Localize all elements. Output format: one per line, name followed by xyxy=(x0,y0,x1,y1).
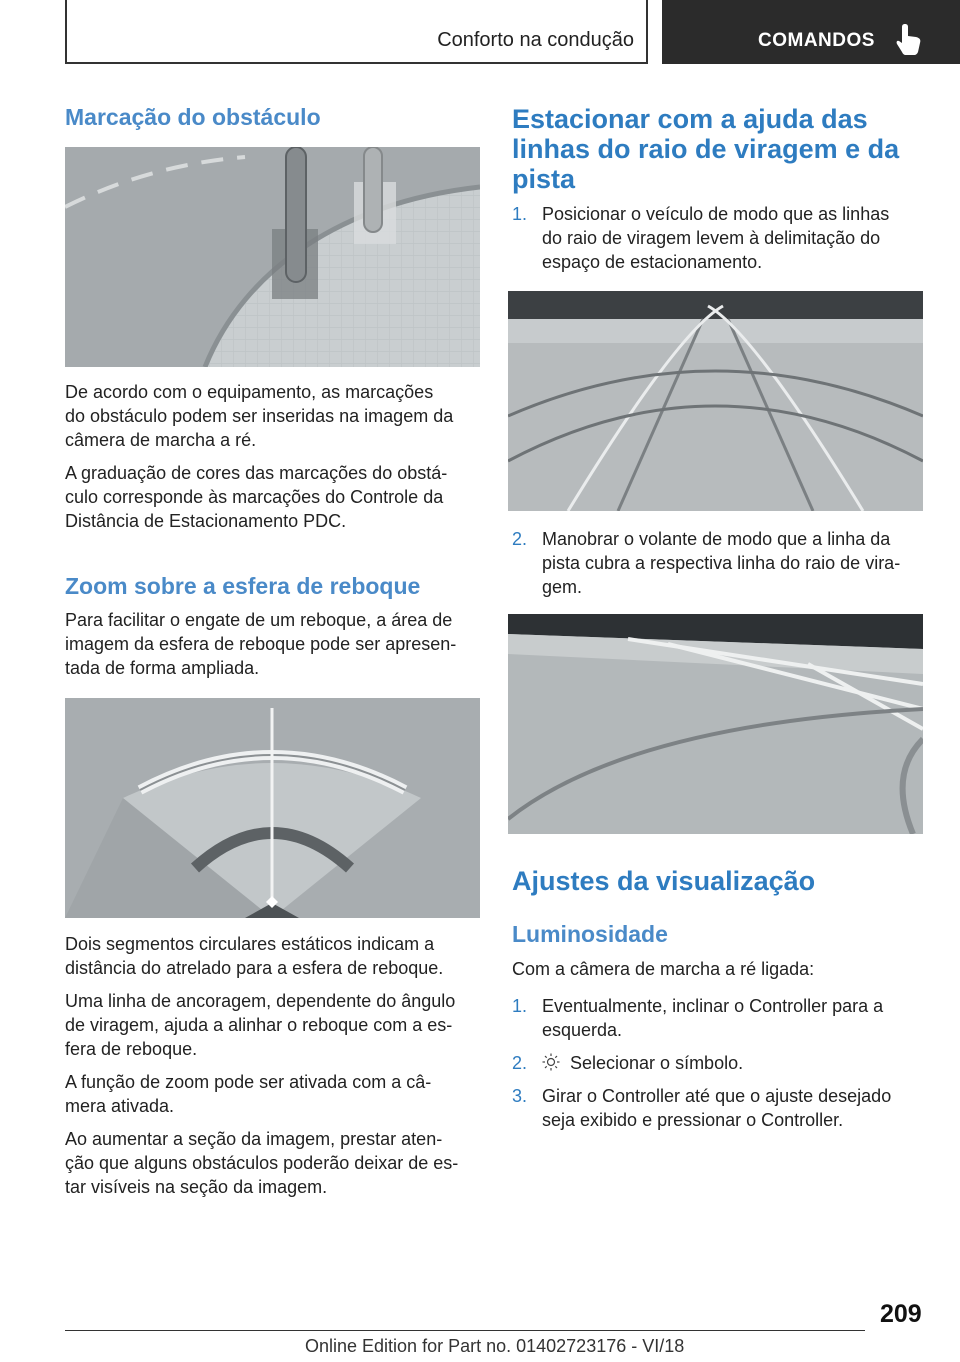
display-settings-heading: Ajustes da visualização xyxy=(512,866,816,896)
zoom-paragraph-4: A função de zoom pode ser ativada com a câ- mera ativada. xyxy=(65,1072,432,1116)
zoom-paragraph-1: Para facilitar o engate de um reboque, a área de imagem da esfera de reboque pode ser apresen- tada de forma ampliada. xyxy=(65,610,457,678)
obstacle-marking-figure xyxy=(65,147,480,367)
obstacle-paragraph-1: De acordo com o equipamento, as marcações do obstáculo podem ser inseridas na imagem da câmera de marcha a ré. xyxy=(65,382,454,450)
zoom-heading: Zoom sobre a esfera de reboque xyxy=(65,573,421,599)
turning-radius-figure xyxy=(508,291,923,511)
zoom-paragraph-2: Dois segmentos circulares estáticos indicam a distância do atrelado para a esfera de reboque. xyxy=(65,934,444,978)
header-chapter-title: COMANDOS xyxy=(758,30,875,51)
zoom-paragraph-5: Ao aumentar a seção da imagem, prestar aten- ção que alguns obstáculos poderão deixar de es- tar visíveis na seção da imagem. xyxy=(65,1129,459,1197)
parking-heading: Estacionar com a ajuda das linhas do raio de viragem e da pista xyxy=(512,104,900,194)
brightness-sun-icon xyxy=(542,1053,560,1071)
obstacle-marking-heading: Marcação do obstáculo xyxy=(65,104,321,130)
header-chapter-box xyxy=(662,0,960,64)
brightness-step-3: 3. Girar o Controller até que o ajuste desejado seja exibido e pressionar o Controller. xyxy=(512,1086,892,1130)
brightness-step-2: 2. Selecionar o símbolo. xyxy=(512,1053,744,1073)
lane-line-figure xyxy=(508,614,923,834)
parking-step-2: 2. Manobrar o volante de modo que a linha da pista cubra a respectiva linha do raio de vira- gem. xyxy=(512,529,901,597)
zoom-paragraph-3: Uma linha de ancoragem, dependente do ângulo de viragem, ajuda a alinhar o reboque com a es- fera de reboque. xyxy=(65,991,456,1059)
tow-ball-zoom-figure xyxy=(65,698,480,918)
footer-edition: Online Edition for Part no. 01402723176 - VI/18 xyxy=(305,1336,685,1356)
header-section-box xyxy=(65,0,648,64)
obstacle-paragraph-2: A graduação de cores das marcações do obstá- culo corresponde às marcações do Controle da Distância de Estacionamento PDC. xyxy=(65,463,448,531)
header-section-title: Conforto na condução xyxy=(437,29,634,51)
footer-divider xyxy=(65,1330,865,1331)
page-number: 209 xyxy=(880,1300,922,1328)
brightness-heading: Luminosidade xyxy=(512,921,668,947)
hand-pointer-icon xyxy=(894,22,924,56)
brightness-intro: Com a câmera de marcha a ré ligada: xyxy=(512,959,815,979)
brightness-step-1: 1. Eventualmente, inclinar o Controller para a esquerda. xyxy=(512,996,884,1040)
parking-step-1: 1. Posicionar o veículo de modo que as linhas do raio de viragem levem à delimitação do espaço de estacionamento. xyxy=(512,204,890,272)
